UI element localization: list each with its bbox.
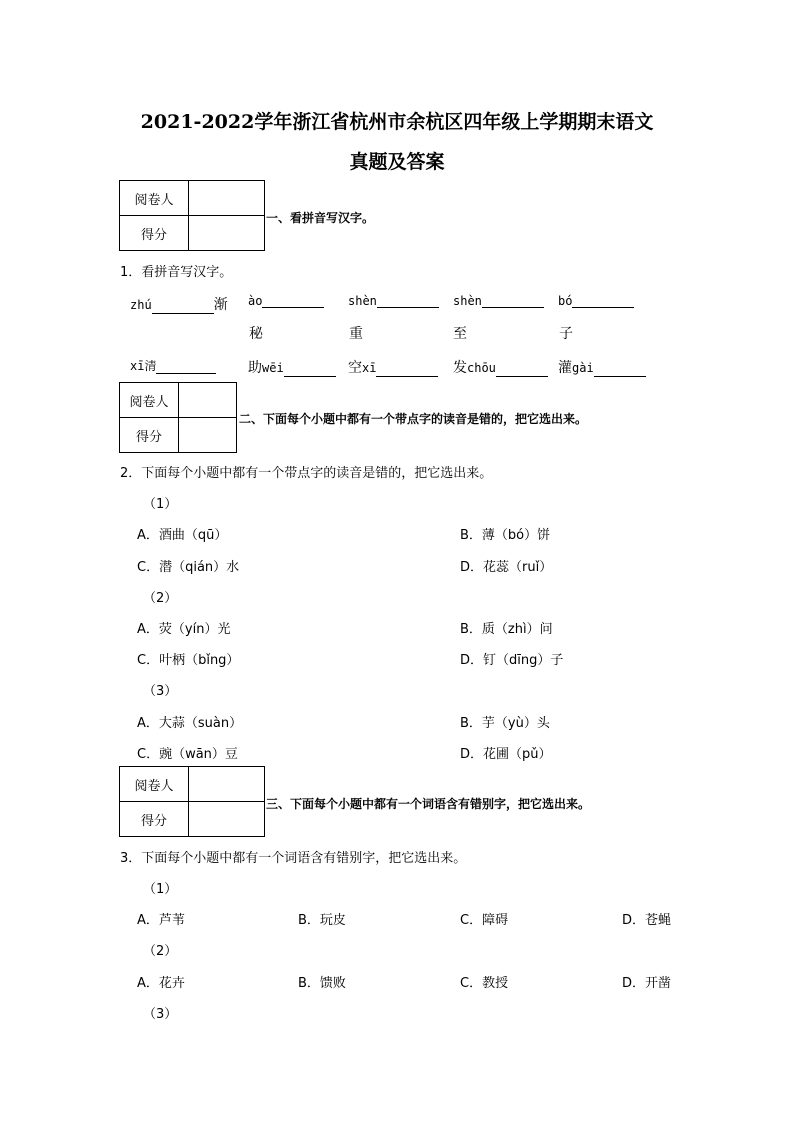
section-3-header: 三、下面每个小题中都有一个词语含有错别字，把它选出来。 xyxy=(266,797,591,811)
pinyin-text: bó xyxy=(558,294,573,308)
option-a: A．花卉 xyxy=(137,976,185,991)
given-char: 空 xyxy=(348,360,362,376)
option-d: D．花蕊（ruǐ） xyxy=(460,560,553,575)
option-a: A．酒曲（qū） xyxy=(137,528,228,543)
score-table-1 xyxy=(119,180,265,251)
reviewer-label: 阅卷人 xyxy=(120,767,189,802)
answer-blank xyxy=(377,295,439,308)
option-d: D．开凿 xyxy=(622,976,672,991)
answer-blank xyxy=(482,295,544,308)
pinyin-item xyxy=(130,294,228,314)
pinyin-text: xī清 xyxy=(130,359,157,373)
subquestion-number: （2） xyxy=(143,591,178,606)
given-char: 发 xyxy=(453,360,467,376)
score-cell xyxy=(189,802,265,837)
subquestion-number: （2） xyxy=(143,944,178,959)
given-char: 至 xyxy=(453,326,467,342)
option-b: B．馈败 xyxy=(298,976,346,991)
score-table-3 xyxy=(119,766,265,837)
answer-blank xyxy=(496,364,548,377)
pinyin-item xyxy=(248,294,324,308)
question-1-prompt: 1．看拼音写汉字。 xyxy=(120,265,233,280)
reviewer-label: 阅卷人 xyxy=(120,383,179,418)
given-char: 子 xyxy=(559,326,573,342)
subquestion-number: （3） xyxy=(143,684,178,699)
subquestion-number: （1） xyxy=(143,882,178,897)
option-c: C．障碍 xyxy=(460,913,509,928)
option-c: C．教授 xyxy=(460,976,509,991)
option-c: C．豌（wān）豆 xyxy=(137,747,238,762)
option-d: D．苍蝇 xyxy=(622,913,672,928)
given-char: 助 xyxy=(248,360,262,376)
section-2-header: 二、下面每个小题中都有一个带点字的读音是错的，把它选出来。 xyxy=(239,412,588,426)
pinyin-text: gài xyxy=(572,361,594,375)
pinyin-text: ào xyxy=(248,294,263,308)
option-a: A．荧（yín）光 xyxy=(137,622,231,637)
option-a: A．芦苇 xyxy=(137,913,185,928)
score-cell xyxy=(179,418,237,453)
document-title-line1: 2021-2022学年浙江省杭州市余杭区四年级上学期期末语文 xyxy=(140,111,654,133)
answer-blank xyxy=(572,295,634,308)
score-label: 得分 xyxy=(120,216,189,251)
subquestion-number: （3） xyxy=(143,1007,178,1022)
question-3-prompt: 3．下面每个小题中都有一个词语含有错别字，把它选出来。 xyxy=(120,851,467,866)
reviewer-label: 阅卷人 xyxy=(120,181,189,216)
answer-blank xyxy=(156,361,216,374)
option-b: B．薄（bó）饼 xyxy=(460,528,551,543)
pinyin-text: shèn xyxy=(348,294,377,308)
pinyin-item xyxy=(453,294,544,308)
given-char: 重 xyxy=(349,326,363,342)
section-1-header: 一、看拼音写汉字。 xyxy=(266,211,375,225)
score-label: 得分 xyxy=(120,418,179,453)
option-c: C．潜（qián）水 xyxy=(137,560,240,575)
pinyin-text: wēi xyxy=(262,361,284,375)
pinyin-item xyxy=(130,357,216,374)
option-b: B．质（zhì）问 xyxy=(460,622,553,637)
answer-blank xyxy=(594,364,646,377)
pinyin-item xyxy=(558,294,634,308)
pinyin-item xyxy=(348,357,438,377)
answer-blank xyxy=(262,295,324,308)
answer-blank xyxy=(152,301,214,314)
given-char: 秘 xyxy=(249,326,263,342)
score-cell xyxy=(189,216,265,251)
score-label: 得分 xyxy=(120,802,189,837)
pinyin-text: chōu xyxy=(467,361,496,375)
option-c: C．叶柄（bǐng） xyxy=(137,653,240,668)
reviewer-cell xyxy=(179,383,237,418)
pinyin-item xyxy=(348,294,439,308)
pinyin-text: shèn xyxy=(453,294,482,308)
pinyin-item xyxy=(558,357,646,377)
option-a: A．大蒜（suàn） xyxy=(137,716,243,731)
reviewer-cell xyxy=(189,181,265,216)
pinyin-item xyxy=(453,357,548,377)
score-table-2 xyxy=(119,382,237,453)
subquestion-number: （1） xyxy=(143,497,178,512)
question-2-prompt: 2．下面每个小题中都有一个带点字的读音是错的，把它选出来。 xyxy=(120,466,493,481)
given-char: 渐 xyxy=(213,297,228,313)
document-title-line2: 真题及答案 xyxy=(349,151,445,173)
option-b: B．芋（yù）头 xyxy=(460,716,550,731)
answer-blank xyxy=(284,364,336,377)
reviewer-cell xyxy=(189,767,265,802)
pinyin-item xyxy=(248,357,336,377)
option-d: D．钉（dīng）子 xyxy=(460,653,564,668)
given-char: 灌 xyxy=(558,360,572,376)
pinyin-text: xī xyxy=(362,361,377,375)
answer-blank xyxy=(376,364,438,377)
option-b: B．玩皮 xyxy=(298,913,346,928)
option-d: D．花圃（pǔ） xyxy=(460,747,552,762)
pinyin-text: zhú xyxy=(130,298,152,312)
